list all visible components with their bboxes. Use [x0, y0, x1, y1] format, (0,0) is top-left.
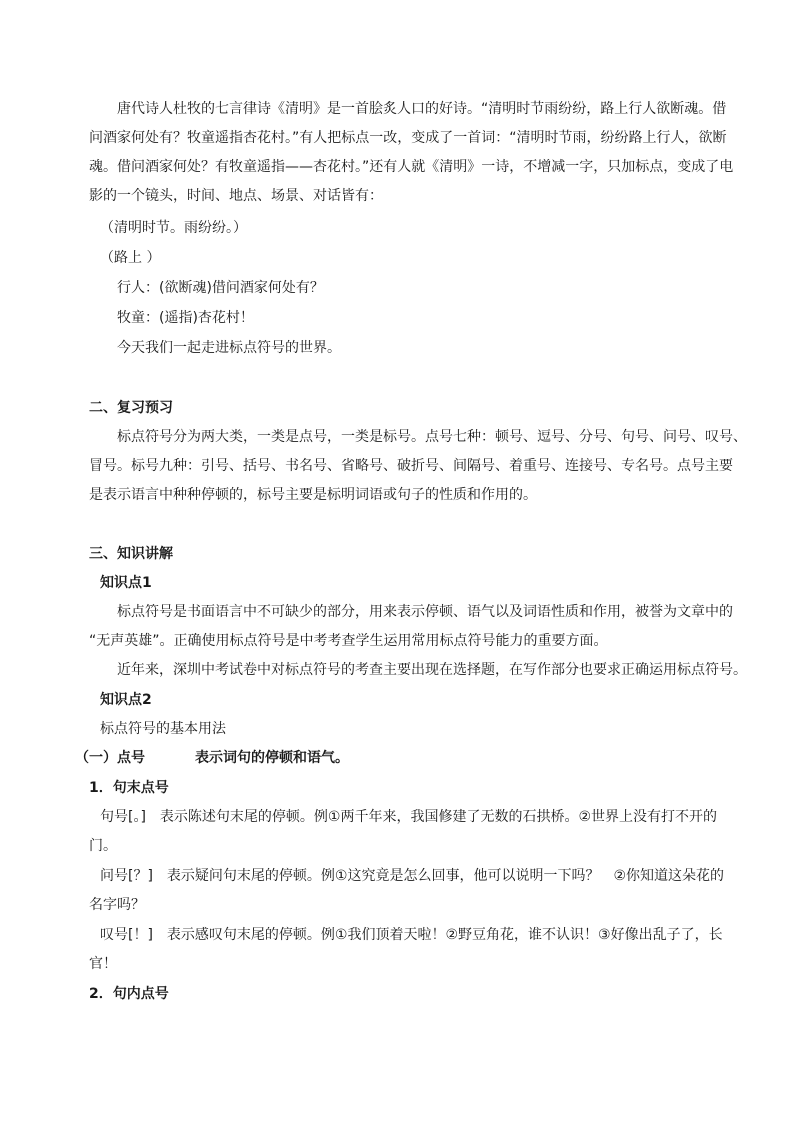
- knowledge-point-2-title: 知识点2: [100, 692, 152, 708]
- intro-line-4: 影的一个镜头，时间、地点、场景、对话皆有：: [89, 188, 383, 204]
- section-a-label: （一）点号: [75, 750, 145, 766]
- intro-line-3: 魂。借问酒家何处？有牧童遥指——杏花村。”还有人就《清明》一诗，不增减一字，只加标点，变成了电: [89, 159, 734, 175]
- knowledge-point-2-subtitle: 标点符号的基本用法: [100, 721, 226, 737]
- scene-line-2: （路上 ）: [100, 250, 161, 266]
- knowledge-point-1-line-1: 标点符号是书面语言中不可缺少的部分，用来表示停顿、语气以及词语性质和作用，被誉为文章中的: [117, 604, 733, 620]
- period-line-2: 门。: [89, 838, 117, 854]
- knowledge-point-1-title: 知识点1: [100, 575, 152, 591]
- subsection-sentence-end-marks: 1．句末点号: [89, 780, 169, 796]
- exclaim-line-2: 官！: [89, 956, 117, 972]
- review-line-1: 标点符号分为两大类，一类是点号，一类是标号。点号七种：顿号、逗号、分号、句号、问号、叹号、: [117, 429, 747, 445]
- period-line-1: 句号[。] 表示陈述句末尾的停顿。例①两千年来，我国修建了无数的石拱桥。②世界上没有打不开的: [100, 809, 718, 825]
- exclaim-line-1: 叹号[！] 表示感叹句末尾的停顿。例①我们顶着天啦！②野豆角花，谁不认识！③好像出乱子了，长: [100, 927, 723, 943]
- intro-line-1: 唐代诗人杜牧的七言律诗《清明》是一首脍炙人口的好诗。“清明时节雨纷纷，路上行人欲断魂。借: [117, 101, 727, 117]
- review-line-3: 是表示语言中种种停顿的，标号主要是标明词语或句子的性质和作用的。: [89, 487, 537, 503]
- dialog-line-1: 行人：(欲断魂)借问酒家何处有？: [117, 280, 324, 296]
- subsection-in-sentence-marks: 2．句内点号: [89, 986, 169, 1002]
- knowledge-point-1-line-3: 近年来，深圳中考试卷中对标点符号的考查主要出现在选择题，在写作部分也要求正确运用标点符号。: [117, 662, 747, 678]
- knowledge-point-1-line-2: “无声英雄”。正确使用标点符号是中考考查学生运用常用标点符号能力的重要方面。: [89, 633, 608, 649]
- section-heading-knowledge: 三、知识讲解: [89, 546, 173, 562]
- scene-line-1: （清明时节。雨纷纷。）: [100, 220, 247, 236]
- question-line-1: 问号[？] 表示疑问句末尾的停顿。例①这究竟是怎么回事，他可以说明一下吗？ ②你知道这朵花的: [100, 868, 725, 884]
- intro-closing: 今天我们一起走进标点符号的世界。: [117, 340, 341, 356]
- section-heading-review: 二、复习预习: [89, 400, 173, 416]
- dialog-line-2: 牧童：(遥指)杏花村！: [117, 310, 254, 326]
- section-a-description: 表示词句的停顿和语气。: [195, 750, 349, 766]
- question-line-2: 名字吗？: [89, 897, 145, 913]
- intro-line-2: 问酒家何处有？牧童遥指杏花村。”有人把标点一改，变成了一首词：“清明时节雨，纷纷路上行人，欲断: [89, 130, 727, 146]
- review-line-2: 冒号。标号九种：引号、括号、书名号、省略号、破折号、间隔号、着重号、连接号、专名号。点号主要: [89, 458, 733, 474]
